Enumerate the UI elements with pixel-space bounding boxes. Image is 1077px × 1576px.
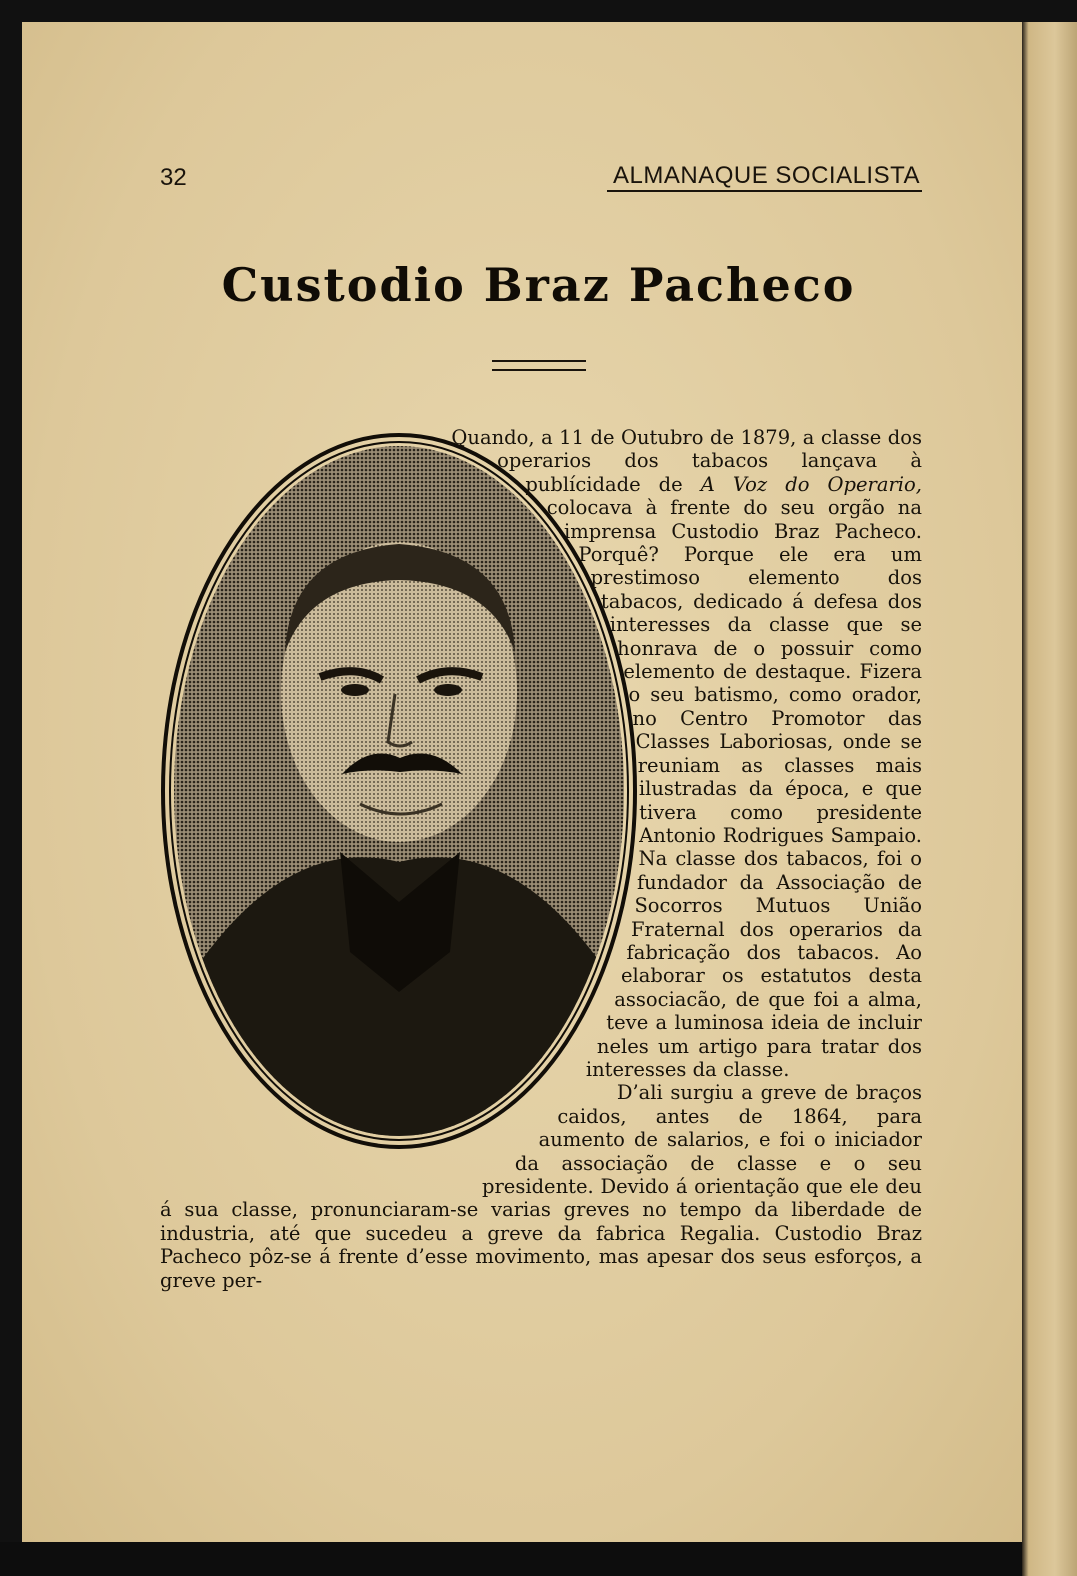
article-body (160, 426, 922, 1292)
page-header (160, 160, 922, 196)
running-title: ALMANAQUE SOCIALISTA (607, 162, 922, 192)
title-ornament-rule (492, 360, 586, 371)
article-title: Custodio Braz Pacheco (221, 258, 856, 312)
paragraph-1-opening: Quando, a 11 de Outubro de 1879, a classe dos operarios dos tabacos lançava à publícidade de (451, 426, 922, 496)
paragraph-2: D’ali surgiu a greve de braços caidos, antes de 1864, para aumento de salarios, e foi o iniciador da associação de classe e o seu presidente. Devido á orientação que ele deu á sua classe, pronunciaram-se varias greves no tempo da liberdade de industria, até que sucedeu a greve da fabrica Regalia. Custodio Braz Pacheco pôz-se á frente d’esse movimento, mas apesar dos seus esforços, a greve per- (160, 1081, 922, 1292)
page-number: 32 (160, 164, 187, 191)
paragraph-1-continuation: colocava à frente do seu orgão na imprensa Custodio Braz Pacheco. Porquê? Porque ele era um prestimoso elemento dos tabacos, dedicado á defesa dos interesses da classe que se honrava de o possuir como elemento de destaque. Fizera o seu batismo, como orador, no Centro Promotor das Classes Laboriosas, onde se reuniam as classes mais ilustradas da época, e que tivera como presidente Antonio Rodrigues Sampaio. Na classe dos tabacos, foi o fundador da Associação de Socorros Mutuos União Fraternal dos operarios da fabricação dos tabacos. Ao elaborar os estatutos desta associacão, de que foi a alma, teve a luminosa ideia de incluir neles um artigo para tratar dos interesses da classe. (546, 496, 922, 1081)
facing-page-edge (1022, 22, 1077, 1576)
scan-border (0, 1542, 1022, 1576)
journal-title: A Voz do Operario, (700, 472, 922, 496)
